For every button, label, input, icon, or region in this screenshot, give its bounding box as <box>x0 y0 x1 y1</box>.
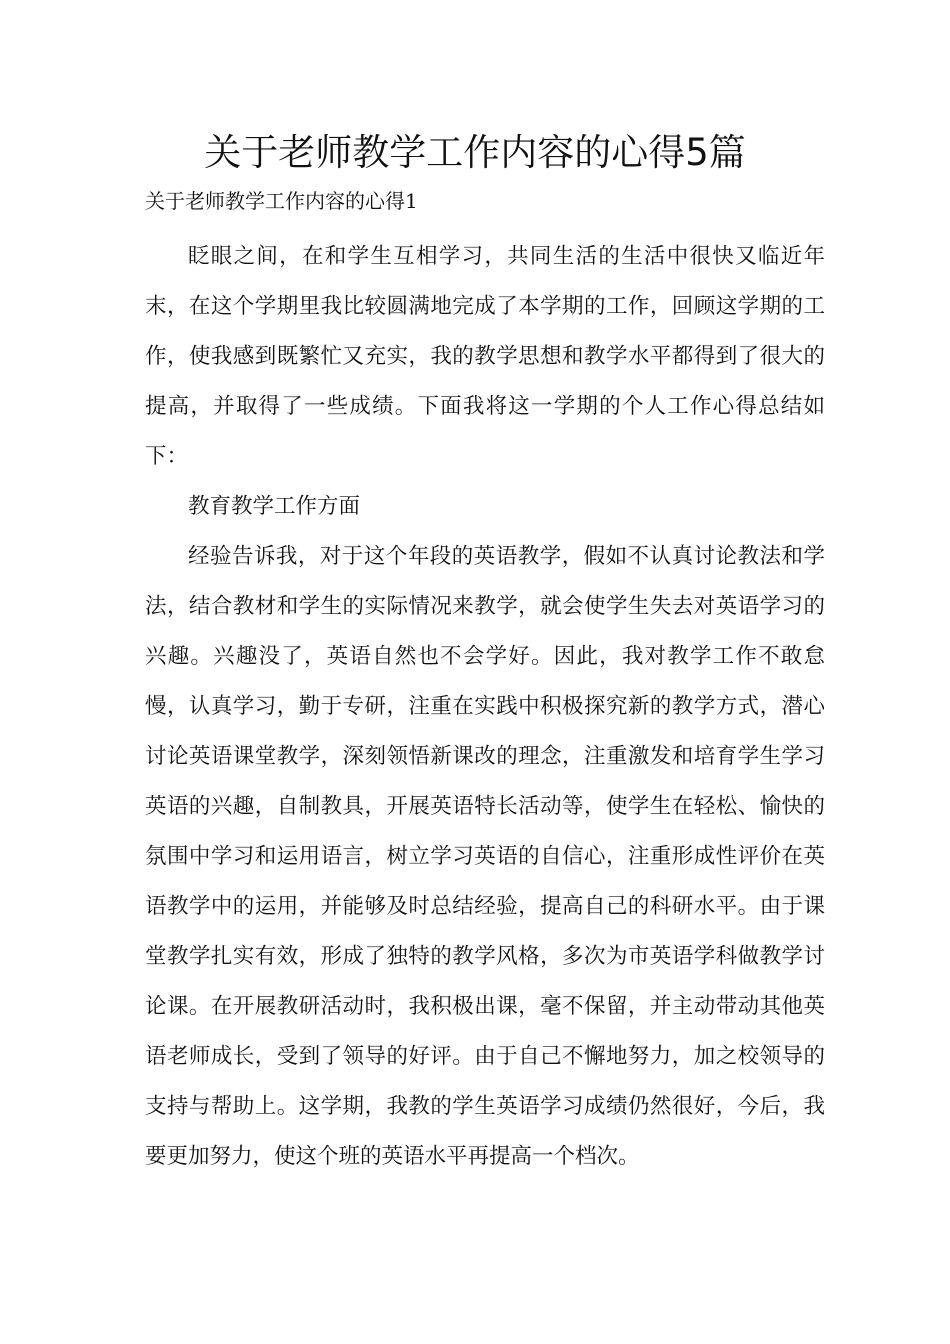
paragraph-intro: 眨眼之间，在和学生互相学习，共同生活的生活中很快又临近年末，在这个学期里我比较圆满地完成了本学期的工作，回顾这学期的工作，使我感到既繁忙又充实，我的教学思想和教学水平都得到了很大的提高，并取得了一些成绩。下面我将这一学期的个人工作心得总结如下： <box>145 244 825 469</box>
paragraph-experience: 经验告诉我，对于这个年段的英语教学，假如不认真讨论教法和学法，结合教材和学生的实际情况来教学，就会使学生失去对英语学习的兴趣。兴趣没了，英语自然也不会学好。因此，我对教学工作不敢怠慢，认真学习，勤于专研，注重在实践中积极探究新的教学方式，潜心讨论英语课堂教学，深刻领悟新课改的理念，注重激发和培育学生学习英语的兴趣，自制教具，开展英语特长活动等，使学生在轻松、愉快的氛围中学习和运用语言，树立学习英语的自信心，注重形成性评价在英语教学中的运用，并能够及时总结经验，提高自己的科研水平。由于课堂教学扎实有效，形成了独特的教学风格，多次为市英语学科做教学讨论课。在开展教研活动时，我积极出课，毫不保留，并主动带动其他英语老师成长，受到了领导的好评。由于自己不懈地努力，加之校领导的支持与帮助上。这学期，我教的学生英语学习成绩仍然很好，今后，我要更加努力，使这个班的英语水平再提高一个档次。 <box>145 544 825 1169</box>
section-heading: 关于老师教学工作内容的心得1 <box>145 189 418 213</box>
document-body <box>145 232 825 1182</box>
paragraph-section-title: 教育教学工作方面 <box>188 494 361 519</box>
document-title: 关于老师教学工作内容的心得5篇 <box>204 131 746 174</box>
